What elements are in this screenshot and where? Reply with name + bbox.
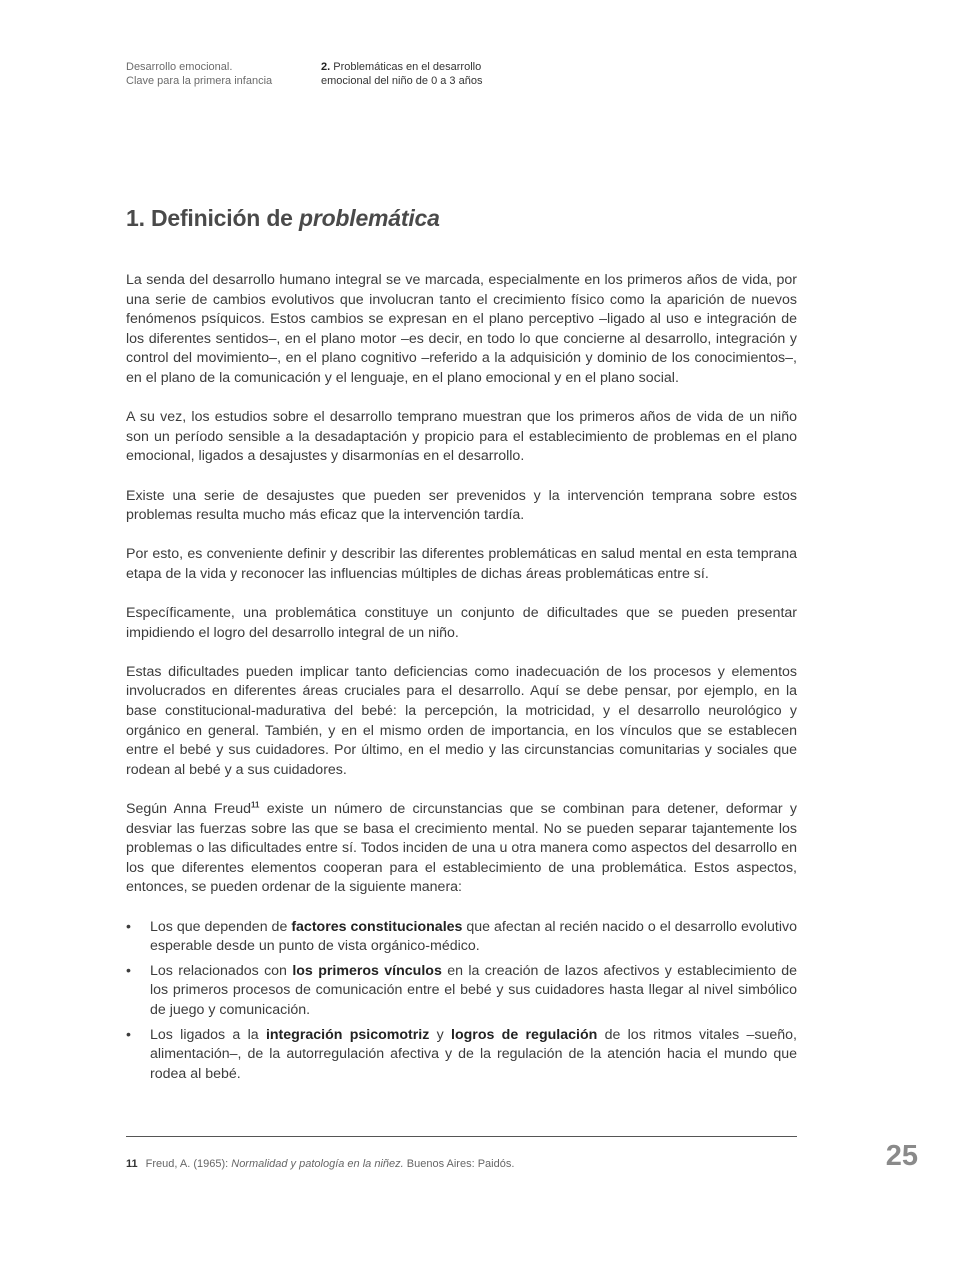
list-item: [126, 918, 797, 957]
footnote-divider: [126, 1136, 797, 1137]
list-item-bold: factores constitucionales: [291, 918, 463, 935]
list-item-bold: los primeros vínculos: [292, 962, 442, 979]
paragraph-3: Existe una serie de desajustes que pueden ser prevenidos y la intervención temprana sobre estos problemas resulta mucho más eficaz que la intervención tardía.: [126, 487, 797, 524]
section-title: [126, 205, 440, 232]
paragraph-1: La senda del desarrollo humano integral se ve marcada, especialmente en los primeros años de vida, por una serie de cambios evolutivos que involucran tanto el crecimiento físico como la aparición de nuevos fenómenos psíquicos. Estos cambios se expresan en el plano perceptivo –ligado al uso e integración de los diferentes sentidos–, en el plano motor –es decir, en todo lo que concierne al desarrollo, integración y control del movimiento–, en el plano cognitivo –referido a la adquisición y dominio de los conocimientos–, en el plano de la comunicación y el lenguaje, en el plano emocional y en el plano social.: [126, 272, 797, 386]
list-item-text: Los relacionados con: [150, 962, 293, 979]
footnote-book-title: Normalidad y patología en la niñez.: [231, 1158, 404, 1170]
bullet-icon: •: [126, 918, 131, 935]
freud-text-after: existe un número de circunstancias que se combinan para detener, deformar y desviar las fuerzas sobre las que se basa el crecimiento mental. No se pueden separar tajantemente los problemas o las dificultades entre sí. Todos inciden de una u otra manera como aspectos del desarrollo en los que diferentes elementos cooperan para el establecimiento de una problemática. Estos aspectos, entonces, se pueden ordenar de la siguiente manera:: [126, 801, 797, 896]
list-item-text: Los ligados a la: [150, 1026, 266, 1043]
running-header-book-title: [126, 60, 316, 88]
chapter-number: 2.: [321, 61, 331, 73]
chapter-title-line-1: Problemáticas en el desarrollo: [330, 61, 482, 73]
paragraph-2: A su vez, los estudios sobre el desarrollo temprano muestran que los primeros años de vida de un niño son un período sensible a la desadaptación y propicio para el establecimiento de problemas en el plano emocional, ligados a desajustes y disarmonías en el desarrollo.: [126, 409, 797, 465]
list-item-text: en la creación de lazos afectivos y establecimiento de los primeros procesos de comunicación entre el bebé y sus cuidadores hasta llegar al nivel simbólico de juego y comunicación.: [150, 962, 797, 1018]
footnote: [126, 1158, 514, 1170]
footnote-reference[interactable]: 11: [250, 800, 260, 810]
chapter-title-line-2: emocional del niño de 0 a 3 años: [321, 75, 483, 87]
aspects-list: [126, 918, 797, 1085]
bullet-icon: •: [126, 962, 131, 979]
list-item-bold: integración psicomotriz: [265, 1026, 430, 1043]
bullet-icon: •: [126, 1026, 131, 1043]
footnote-number: 11: [126, 1158, 138, 1170]
footnote-text: Freud, A. (1965):: [145, 1158, 232, 1170]
list-item-bold: logros de regulación: [451, 1026, 598, 1043]
list-item: [126, 962, 797, 1021]
list-item-text: Los que dependen de: [150, 918, 292, 935]
page-number: 25: [885, 1140, 918, 1172]
paragraph-freud: [126, 800, 797, 898]
freud-text-before: Según Anna Freud: [126, 801, 251, 818]
body-text: [126, 271, 797, 1089]
list-item: [126, 1026, 797, 1085]
running-header-chapter: [321, 60, 581, 88]
book-title-line-1: Desarrollo emocional.: [126, 61, 233, 73]
paragraph-5: Específicamente, una problemática constituye un conjunto de dificultades que se pueden presentar impidiendo el logro del desarrollo integral de un niño.: [126, 605, 797, 641]
footnote-text-after: Buenos Aires: Paidós.: [403, 1158, 515, 1170]
paragraph-6: Estas dificultades pueden implicar tanto deficiencias como inadecuación de los procesos y elementos involucrados en diferentes áreas cruciales para el desarrollo. Aquí se debe pensar, por ejemplo, en la base constitucional-madurativa del bebé: la percepción, la motricidad, y el desarrollo neurológico y orgánico en general. También, y en el mismo orden de importancia, en los vínculos que se establecen entre el bebé y sus cuidadores. Por último, en el medio y las circunstancias comunitarias y sociales que rodean al bebé y a sus cuidadores.: [126, 663, 797, 778]
paragraph-4: Por esto, es conveniente definir y describir las diferentes problemáticas en salud mental en esta temprana etapa de la vida y reconocer las influencias múltiples de dichas áreas problemáticas entre sí.: [126, 546, 797, 582]
book-title-line-2: Clave para la primera infancia: [126, 75, 273, 87]
section-title-italic: problemática: [298, 205, 440, 231]
list-item-text: de los ritmos vitales –sueño, alimentación–, de la autorregulación afectiva y de la regulación de la atención hacia el mundo que rodea al bebé.: [150, 1026, 797, 1082]
section-title-prefix: 1. Definición de: [126, 205, 299, 231]
list-item-text: que afectan al recién nacido o el desarrollo evolutivo esperable desde un punto de vista orgánico-médico.: [150, 918, 798, 955]
list-item-text: y: [429, 1026, 452, 1043]
